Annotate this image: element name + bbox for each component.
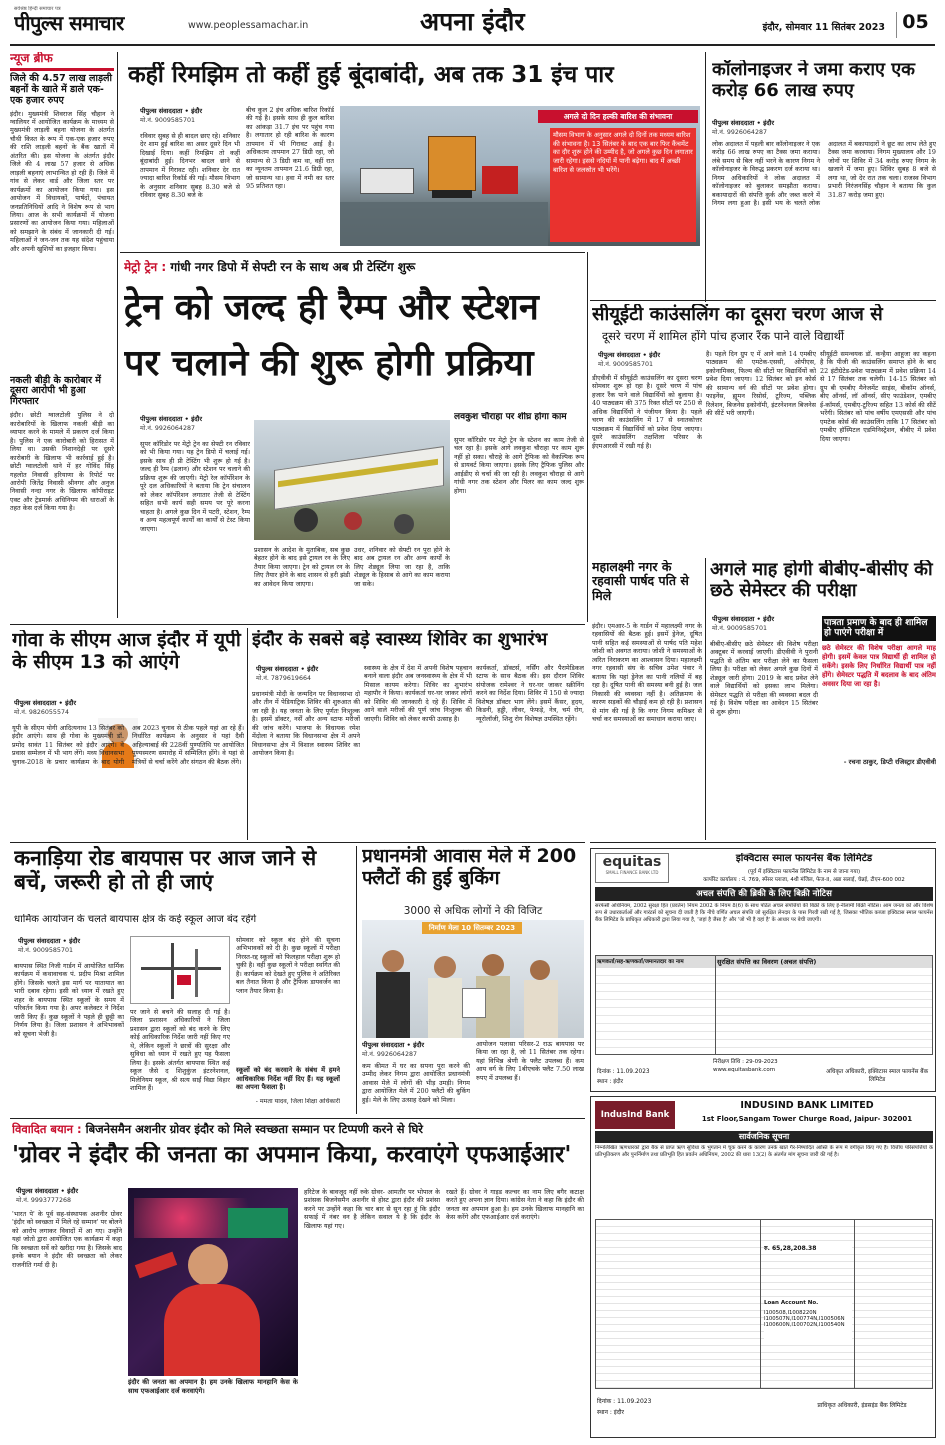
page-number: 05 xyxy=(896,12,934,38)
indusind-place: स्थान : इंदौर xyxy=(597,1409,624,1416)
equitas-notice-title: अचल संपत्ति की ब्रिकी के लिए बिक्री नोटिस xyxy=(595,887,933,901)
kanadia-headline: कनाड़िया रोड बायपास पर आज जाने से बचें, जरूरी हो तो ही जाएं xyxy=(14,846,317,895)
equitas-sign: अधिकृत अधिकारी, इक्विटास स्माल फायनेंस बैंक लिमिटेड xyxy=(825,1069,929,1083)
cuet-headline: सीयूईटी काउंसलिंग का दूसरा चरण आज से xyxy=(592,304,883,325)
byline-city: इंदौर xyxy=(413,1041,425,1049)
grover-kicker: विवादित बयान : xyxy=(12,1122,82,1136)
byline-mobile: मो.नं. 9926064287 xyxy=(712,129,767,136)
indusind-sign: प्राधिकृत अधिकारी, इंडसइंड बैंक लिमिटेड xyxy=(817,1402,907,1409)
cuet-col-1: डीएवीवी में सीयूईटी काउंसलिंग का दूसरा चरण सोमवार शुरू हो रहा है। दूसरे चरण में पांच हजार रैंक पाने वाले विद्यार्थियों को बुलाया है। 40 पाठ्यक्रम की 375 रिक्त सीटों पर 250 से अधिक विद्यार्थियों ने पंजीयन किया है। पहले चरण की काउंसलिंग में 17 से स्नातकोत्तर पाठ्यक्रम में विद्यार्थियों को प्रवेश दिया जाएगा। दूसरे काउंसलिंग तक्षशिला परिसर के ईएमआरसी में रखी गई है। xyxy=(592,374,702,450)
byline-city: इंदौर xyxy=(67,1187,79,1195)
equitas-place: स्थान : इंदौर xyxy=(597,1079,623,1085)
health-col-2: स्वास्थ्य के क्षेत्र में देश में अपनी विशेष पहचान बनाने वाला इंदौर अब जनस्वास्थ्य के क्षेत्र में भी मिसाल कायम करेगा। शिविर का शुभारंभ महापौर ने किया। कार्यकर्ता घर-घर जाकर लोगों को शिविर की जानकारी दे रहे हैं। शिविर में आने वाले मरीजों की पूर्ण जांच निःशुल्क की जाएगी। शिविर को लेकर काफी उत्साह है। xyxy=(364,664,472,723)
grover-headline: 'ग्रोवर ने इंदौर की जनता का अपमान किया, करवाएंगे एफआईआर' xyxy=(12,1142,572,1168)
equitas-table xyxy=(595,955,933,1055)
byline-city: इंदौर xyxy=(763,119,775,127)
metro-byline: पीपुल्स संवाददाता • इंदौर मो.नं. 9926064287 xyxy=(140,414,250,436)
metro-side-text: सुपर कॉरिडोर पर मेट्रो ट्रेन के स्टेशन का काम तेजी से चल रहा है। इसके आगे लवकुश चौराहा पर काम शुरू नहीं हो सका। चौराहे के आगे ट्रैफिक को वैकल्पिक रूप से डायवर्ट किया जाएगा। इसके लिए ट्रैफिक पुलिस और आईडीए से चर्चा की जा रही है। लवकुश चौराहा से आगे गांधी नगर तक स्टेशन और पिलर का काम जल्द शुरू होगा। xyxy=(454,436,584,495)
grover-photo xyxy=(128,1188,298,1376)
byline-name: पीपुल्स संवाददाता xyxy=(14,699,57,707)
indusind-title: सार्वजनिक सूचना xyxy=(595,1131,933,1143)
metro-headline: ट्रेन को जल्द ही रैम्प और स्टेशन पर चलाने की शुरू होगी प्रक्रिया xyxy=(124,287,539,384)
equitas-body: सरफेसी अधिनियम, 2002 सुरक्षा हित (प्रवर्तन) नियम 2002 के नियम 8(6) के साथ पठित अचल संपत्तियों की बिक्री के लिए ई-नीलामी बिक्री नोटिस। आम जनता को और विशेष रूप से उधारकर्ताओं और गारंटर्स को सूचना दी जाती है कि नीचे वर्णित अचल संपत्ति जो सुरक्षित लेनदार के पास गिरवी रखी गई है, जिसका भौतिक कब्जा इक्विटास स्माल फायनेंस बैंक लिमिटेड के प्राधिकृत अधिकारी द्वारा लिया गया है, 'जहां है जैसा है' और 'जो भी है वहां है' के आधार पर बेची जाएगी। xyxy=(595,903,933,923)
indusind-ad xyxy=(590,1096,936,1438)
colonizer-headline: कॉलोनाइजर ने जमा कराए एक करोड़ 66 लाख रुपए xyxy=(712,60,915,101)
bba-box-title: पात्रता प्रमाण के बाद ही शामिल हो पाएंगे परीक्षा में xyxy=(822,616,936,641)
indusind-loans: I100508,I1008220N I100507N,I100774N,I100506N I100600N,I100702N,I100540N xyxy=(764,1310,852,1340)
kanadia-byline: पीपुल्स संवाददाता • इंदौर मो.नं. 9009585701 xyxy=(18,936,128,958)
metro-subhead-row xyxy=(124,258,584,276)
grover-col-1: 'भारत पे' के पूर्व सह-संस्थापक अशनीर ग्रोवर 'इंदौर को स्वच्छता में मिले रहे सम्मान' पर बोलने को आरोप लगाकर विवादों में आ गए। उन्होंने यहां जोतो द्वारा आयोजित एक कार्यक्रम में कहा कि स्वच्छता सर्वे को खरीदा गया है। जिसके बाद इनके बयान ने इंदौर की स्वच्छता को लेकर राजनीति गर्मा दी है। xyxy=(12,1210,122,1269)
byline-name: पीपुल्स संवाददाता xyxy=(598,351,641,359)
equitas-bank-name: इक्विटास स्माल फायनेंस बैंक लिमिटेड xyxy=(735,853,873,864)
news-brief xyxy=(10,52,114,618)
metro-kicker: मेट्रो ट्रेन : xyxy=(124,260,167,274)
byline-city: इंदौर xyxy=(69,937,81,945)
equitas-col1-head: ऋणकर्ता/सह-ऋणकर्ता/जमानतदार का नाम xyxy=(596,956,716,968)
indusind-address: 1st Floor,Sangam Tower Churge Road, Jaipur- 302001 xyxy=(701,1115,913,1123)
kanadia-col-1: बायपास स्थित निजी गार्डन में आयोजित धार्मिक कार्यक्रम में कथावाचक पं. प्रदीप मिश्रा शामिल होंगे। जिसके चलते इस मार्ग पर यातायात का भारी दबाव रहेगा। इसी को ध्यान में रखते हुए शहर के बायपास स्थित स्कूलों के समय में परिवर्तन किया गया है। अपर कलेक्टर ने निर्देश जारी किए हैं। कुछ स्कूलों ने पहले ही छुट्टी का निर्णय लिया है। जिला प्रशासन ने अभिभावकों को सूचना भेजी है। xyxy=(14,962,124,1038)
awas-col-1: कम कीमत में घर का सपना पूरा करने की उम्मीद लेकर निगम द्वारा आयोजित प्रधानमंत्री आवास मेले में लोगों की भीड़ उमड़ी। निगम द्वारा आयोजित मेले में 200 फ्लैटों की बुकिंग हुई। मेले के लिए उत्साह देखने को मिला। xyxy=(362,1062,470,1104)
byline-mobile: मो.नं. 9993777268 xyxy=(16,1197,71,1204)
bba-text: बीबीए-बीसीए छठे सेमेस्टर की विशेष परीक्षा अक्टूबर में करवाई जाएगी। डीएवीवी ने पुरानी पद्धति से अंतिम बार परीक्षा लेने का फैसला लिया है। परीक्षा को लेकर अगले कुछ दिनों में शेड्यूल जारी होगा। 2019 के बाद प्रवेश लेने वाले विद्यार्थियों को इसका लाभ मिलेगा। सेमेस्टर पद्धति से परीक्षा की व्यवस्था बदल दी गई है। विशेष परीक्षा का आवेदन 15 सितंबर से शुरू होगा। xyxy=(710,640,818,716)
rain-byline: पीपुल्स संवाददाता • इंदौर मो.नं. 9009585701 xyxy=(140,106,240,130)
brand-tag: सर्वश्रेष्ठ हिन्दी समाचार पत्र xyxy=(14,6,61,12)
rain-photo-caption: मौसम विभाग के अनुसार अगले दो दिनों तक मध्यम बारिश की संभावना है। 13 सितंबर के बाद एक बार फिर कैंचमेंट का दौर शुरू होने की उम्मीद है, जो अगले कुछ दिन लगातार जारी रहेगा। इससे नदियों में पानी बढ़ेगा। बाद में अच्छी बारिश से जलस्रोत भी भरेंगे। xyxy=(550,128,696,242)
equitas-ad xyxy=(590,848,936,1092)
kanadia-box: स्कूलों को बंद करवाने के संबंध में हमने आधिकारिक निर्देश नहीं दिए हैं। यह स्कूलों का अपना फैसला है। xyxy=(236,1066,340,1092)
mahalaxmi-headline: महालक्ष्मी नगर के रहवासी पार्षद पति से मिले xyxy=(592,560,689,603)
byline-mobile: मो.नं. 7879619664 xyxy=(256,675,311,682)
rain-photo xyxy=(340,106,700,246)
cuet-col-3: सीयूईटी समन्वयक डॉ. कन्हैया आहूजा का कहना है कि पीजी की काउंसलिंग समाप्त होने के बाद 22 इंटीग्रेटेड-प्रवेश पाठ्यक्रम में प्रवेश प्रक्रिया 14 से 17 सितंबर तक चलेगी। 14-15 सितंबर को ग्रुप बी एमबीए मैनेजमेंट साइंस, बीकॉम ऑनर्स, बीए ऑनर्स, लॉ ऑनर्स, सीए फाउंडेशन, एमबीए ई-कॉमर्स, एमबीए-टूरिज्म सहित 13 कोर्स की सीटें भरेंगी। सितंबर को पांच वर्षीय एमएससी और पांच एमटेक कोर्स की काउंसलिंग ताकि 17 सितंबर को एमबीए हॉस्पिटल एडमिनिस्ट्रेशन, बीबीए में प्रवेश दिया जाएगा। xyxy=(820,350,936,443)
byline-name: पीपुल्स संवाददाता xyxy=(16,1187,59,1195)
indusind-amount: रु. 65,28,208.38 xyxy=(764,1244,852,1253)
grover-col-3: रखते हैं। ग्रोवर ने गाइड कल्चर का नाम लिए बगैर कटाक्ष करते हुए अपना ज्ञान दिया। कांग्रेस नेता ने कहा कि इंदौर की जनता का अपमान हुआ है। हम उनके खिलाफ मानहानि का केस करेंगे और एफआईआर दर्ज कराएंगे। xyxy=(446,1188,584,1222)
brief-text-2: इंदौर। छोटी ग्वालटोली पुलिस ने दो कारोबारियों के खिलाफ नकली बीड़ी का व्यापार करने के मामले में प्रकरण दर्ज किया है। पुलिस ने एक कारोबारी को हिरासत में लिया था। उसकी निशानदेही पर दूसरे कारोबारी के खिलाफ भी कार्रवाई हुई है। छोटी ग्वालटोली थाने में हर गोविंद सिंह गहलोत निवासी हरियाणा के रिपोर्ट पर आरोपी जितेंद्र निवासी श्रीनगर और अनुज निवासी नन्दा नगर के खिलाफ कॉपीराइट एक्ट और ट्रेडमार्क अधिनियम की धाराओं के तहत केस दर्ज किया गया है। xyxy=(10,411,114,513)
byline-city: इंदौर xyxy=(65,699,77,707)
byline-city: इंदौर xyxy=(649,351,661,359)
byline-name: पीपुल्स संवाददाता xyxy=(712,119,755,127)
metro-col-2: प्रशासन के आदेश के मुताबिक, सब कुछ बेहतर होने के बाद इसे ट्रायल रन के लिए तैयार किया जाएगा। ट्रेन को ट्रायल रन के लिए तैयार होने के बाद शासन से हरी झंडी का आवेदन किया जाएगा। xyxy=(254,546,350,588)
awas-photo xyxy=(362,920,584,1038)
equitas-web[interactable]: www.equitasbank.com xyxy=(713,1067,776,1073)
kanadia-col-3: सोमवार को स्कूल बंद होने की सूचना अभिभावकों को दी है। कुछ स्कूलों में परीक्षा निरस्त-रद्द स्कूलों को फिलहाल परीक्षा शुरू हो चुकी है। वहीं कुछ स्कूलों ने परीक्षा स्थगित की है। कार्यक्रम को देखते हुए पुलिस ने अतिरिक्त बल तैनात किया है और ट्रैफिक डायवर्जन का प्लान तैयार किया है। xyxy=(236,936,340,995)
byline-mobile: मो.नं. 9009585701 xyxy=(712,625,767,632)
bba-box-text: छठे सेमेस्टर की विशेष परीक्षा आगले माह होगी। इसमें केवल पात्र विद्यार्थी ही शामिल हो सकेंगे। इसके लिए निर्धारित विद्यार्थी पात्र नहीं होंगे। सेमेस्टर पद्धति में बदलाव के बाद अंतिम अवसर दिया जा रहा है। xyxy=(822,643,936,688)
brand-logo: पीपुल्स समाचार xyxy=(14,12,124,35)
byline-name: पीपुल्स संवाददाता xyxy=(140,107,183,115)
kanadia-col-2: पर जाने से बचने की सलाह दी गई है। जिला प्रशासन अधिकारियों ने जिला प्रशासन द्वारा स्कूलों को बंद करने के लिए कोई आधिकारिक निर्देश जारी नहीं किए गए थे, लेकिन स्कूलों ने छात्रों की सुरक्षा और सुविधा को ध्यान में रखते हुए यह फैसला लिया है। इसके अंतर्गत बायपास स्थित कई स्कूल जैसे द शिशुकुंज इंटरनेशनल, मिलेनियम स्कूल, श्री सत्य साईं विद्या विहार शामिल हैं। xyxy=(130,1008,230,1093)
metro-side-headline: लवकुश चौराहा पर शीघ्र होगा काम xyxy=(454,412,567,422)
awas-sub: 3000 से अधिक लोगों ने की विजिट xyxy=(403,905,543,917)
health-col-1: प्रधानमंत्री मोदी के जन्मदिन पर विधानसभा दो और तीन में पेडियाट्रिक शिविर की शुरुआत की जा रही है। यह जनता के लिए पूर्णतः निःशुल्क है। इसमें डॉक्टर, नर्सें और अन्य स्टाफ मरीजों की जांच करेंगे। भाजपा के विधायक रमेश मेंदोला ने बताया कि विधानसभा क्षेत्र में अपने विधानसभा क्षेत्र में विशाल स्वास्थ्य शिविर का आयोजन किया है। xyxy=(252,690,360,758)
cuet-byline: पीपुल्स संवाददाता • इंदौर मो.नं. 9009585701 xyxy=(598,350,708,372)
rain-col-1: रविवार सुबह से ही बादल छाए रहे। शनिवार देर शाम हुई बारिश का असर दूसरे दिन भी दिखाई दिया। कहीं रिमझिम तो कहीं बूंदाबांदी हुई। दिनभर बादल छाने से तापमान में गिरावट रही। शनिवार देर रात ज्यादा बारिश रिकॉर्ड की गई। मौसम विभाग के अनुसार शनिवार सुबह 8.30 बजे से रविवार सुबह 8.30 बजे के xyxy=(140,132,240,200)
byline-city: इंदौर xyxy=(763,615,775,623)
byline-city: इंदौर xyxy=(191,415,203,423)
byline-mobile: मो.नं. 9009585701 xyxy=(598,361,653,368)
byline-mobile: मो.नं. 9009585701 xyxy=(18,947,73,954)
indusind-bank-name: INDUSIND BANK LIMITED xyxy=(740,1101,874,1111)
indusind-table xyxy=(595,1219,933,1389)
health-col-3: कार्यकर्ता, डॉक्टर्स, नर्सिंग और पैरामेडिकल स्टाफ के साथ बैठक की। इस दौरान शिविर संयोजक रामेश्वर ने घर-घर जाकर स्क्रीनिंग करने का निर्देश दिया। शिविर में 150 से ज्यादा विशेषज्ञ डॉक्टर भाग लेंगे। इसमें कैंसर, हृदय, किडनी, हड्डी, लीवर, फेफड़े, नेत्र, चर्म रोग, न्यूरोलॉजी, शिशु रोग विशेषज्ञ उपस्थित रहेंगे। xyxy=(476,664,584,723)
brief-text-1: इंदौर। मुख्यमंत्री शिवराज सिंह चौहान ने ग्वालियर में आयोजित कार्यक्रम के माध्यम से मुख्यमंत्री लाड़ली बहना योजना के अंतर्गत चौथी किस्त के रूप में एक-एक हजार रुपए की राशि लाड़ली बहनों के बैंक खातों में अंतरित की। इस योजना के अंतर्गत इंदौर जिले की 4 लाख 57 हजार से अधिक लाड़ली बहनाएं लाभान्वित हो रही हैं। जिले में गांव से लेकर वार्ड और जिला स्तर पर कार्यक्रमों का आयोजन किया गया। इस आयोजन में विधायकों, पार्षदों, पंचायत जनप्रतिनिधियों आदि ने विशेष रूप से भाग लिया। आज के सभी कार्यक्रमों में योजना प्रसारणों का आयोजन किया गया। महिलाओं को समझाने के संबंध में जानकारी दी गई। महिलाओं ने जन-जन तक यह संदेश पहुंचाया और अपनी खुशियों का इजहार किया। xyxy=(10,109,114,253)
grover-byline: पीपुल्स संवाददाता • इंदौर मो.नं. 9993777268 xyxy=(16,1186,126,1208)
health-byline: पीपुल्स संवाददाता • इंदौर मो.नं. 7879619664 xyxy=(256,664,366,686)
byline-mobile: मो.नं. 9826055574 xyxy=(14,709,69,716)
bba-byline: पीपुल्स संवाददाता • इंदौर मो.नं. 9009585701 xyxy=(712,614,822,636)
metro-photo xyxy=(254,420,450,540)
grover-photo-caption: इंदौर की जनता का अपमान है। हम उनके खिलाफ मानहानि केस के साथ एफआईआर दर्ज करवाएंगे। xyxy=(128,1378,298,1395)
byline-name: पीपुल्स संवाददाता xyxy=(18,937,61,945)
equitas-logo-text: equitas xyxy=(602,854,662,870)
byline-mobile: मो.नं. 9009585701 xyxy=(140,117,195,124)
goa-headline: गोवा के सीएम आज इंदौर में यूपी के सीएम 13 को आएंगे xyxy=(12,630,241,673)
site-url[interactable]: www.peoplessamachar.in xyxy=(188,20,309,31)
masthead xyxy=(0,0,945,44)
byline-mobile: मो.नं. 9926064287 xyxy=(140,425,195,432)
grover-subhead: बिजनेसमैन अशनीर ग्रोवर इंदौर को मिले स्वच्छता सम्मान पर टिप्पणी करने से घिरे xyxy=(85,1122,423,1136)
awas-banner: निर्माण मेला 10 सितम्बर 2023 xyxy=(422,922,522,934)
grover-col-2: हरिटेज के बावजूद नहीं रुके ग्रोवर- आमतौर पर भोपाल के प्रशंसक बिजनेसमैन अशनीर से होस्ट द्वारा इंदौर की प्रशंसा करने पर उन्होंने कहा कि चार बार से सुन रहा हूं कि इंदौर सफाई में नंबर वन है लेकिन सवाल ये है कि इंदौर के खिलाफ यहां गए। xyxy=(304,1188,440,1230)
byline-city: इंदौर xyxy=(191,107,203,115)
indusind-loan-label: Loan Account No. xyxy=(764,1300,852,1308)
kanadia-sign: - ममता यादव, जिला शिक्षा अधिकारी xyxy=(255,1098,340,1105)
equitas-col2-head: सुरक्षित संपत्ति का विवरण (अचल संपत्ति) xyxy=(716,956,932,968)
byline-name: पीपुल्स संवाददाता xyxy=(140,415,183,423)
goa-byline: पीपुल्स संवाददाता • इंदौर मो.नं. 9826055574 xyxy=(14,698,124,720)
indusind-logo-text: IndusInd Bank xyxy=(600,1110,670,1120)
brief-headline-1: जिले की 4.57 लाख लाड़ली बहनों के खाते में डाले एक-एक हजार रुपए xyxy=(10,72,112,106)
rain-headline: कहीं रिमझिम तो कहीं हुई बूंदाबांदी, अब तक 31 इंच पार xyxy=(128,62,614,88)
brief-headline-2: नकली बीड़ी के कारोबार में दूसरा आरोपी भी हुआ गिरफ्तार xyxy=(10,374,101,408)
equitas-address: कार्पोरेट कार्यालय : नं. 769, स्पेंसर प्लाजा, 4थी मंजिल, फेज-II, अन्ना सलाई, चेन्नई, टीएन-600 002 xyxy=(703,877,905,883)
equitas-date: दिनांक : 11.09.2023 xyxy=(597,1069,650,1075)
equitas-inspect: निरीक्षण तिथि : 29-09-2023 xyxy=(713,1059,778,1065)
cuet-sub: दूसरे चरण में शामिल होंगे पांच हजार रैंक पाने वाले विद्यार्थी xyxy=(602,330,845,343)
dateline: इंदौर, सोमवार 11 सितंबर 2023 xyxy=(762,22,885,33)
byline-name: पीपुल्स संवाददाता xyxy=(362,1041,405,1049)
cuet-col-2: है। पहले दिन ग्रुप ए में आने वाले 14 एमबीए पाठ्यक्रम की एमटेक-एससी, ओपीएस, इकोनामिक्स, फिल्म की सीटों पर विद्यार्थियों को प्रवेश दिया जाएगा। 12 सितंबर को इन कोर्स की सामान्य वर्ग की सीटों पर प्रवेश होगा। फाइनेंस, ह्यूमन रिसोर्स, टूरिज्म, पब्लिक रिलेशन, बिजनेस इकोनॉमी, इंटरनेशनल बिजनेस की सीटें भरी जाएगी। xyxy=(706,350,816,418)
indusind-date: दिनांक : 11.09.2023 xyxy=(597,1398,652,1405)
colonizer-byline: पीपुल्स संवाददाता • इंदौर मो.नं. 9926064287 xyxy=(712,118,822,140)
awas-headline: प्रधानमंत्री आवास मेले में 200 फ्लैटों की हुई बुकिंग xyxy=(362,846,577,889)
rain-photo-tag: अगले दो दिन हल्की बारिश की संभावना xyxy=(538,110,698,123)
rain-col-2: बीच कुल 2 इंच अधिक बारिश रिकॉर्ड की गई है। इसके साथ ही कुल बारिश का आंकड़ा 31.7 इंच पर पहुंच गया है। लगातार हो रही बारिश के कारण तापमान में भी गिरावट आई है। अधिकतम तापमान 27 डिग्री रहा, जो सामान्य से 3 डिग्री कम था, वहीं रात का न्यूनतम तापमान 21.6 डिग्री रहा, जो सामान्य था। हवा में नमी का स्तर 95 प्रतिशत रहा। xyxy=(246,106,334,191)
indusind-body: निम्नलिखित ऋणधारकों द्वारा बैंक से प्राप्त ऋण सुविधा के भुगतान में चूक करने के कारण उनके खाते गैर-निष्पादित आस्ति के रूप में वर्गीकृत किए गए हैं। वित्तीय परिसंपत्तियों के प्रतिभूतिकरण और पुनर्निर्माण तथा प्रतिभूति हित प्रवर्तन अधिनियम, 2002 की धारा 13(2) के अंतर्गत मांग सूचना जारी की गई है। xyxy=(595,1145,933,1158)
brief-label: न्यूज ब्रीफ xyxy=(10,52,53,65)
awas-col-2: आयोजन पलासा परिसर-2 राऊ बायपास पर किया जा रहा है, जो 11 सितंबर तक रहेगा। यहां विभिन्न श्रेणी के फ्लैट उपलब्ध हैं। कम आय वर्ग के लिए 1बीएचके फ्लैट 7.50 लाख रुपए में उपलब्ध हैं। xyxy=(476,1040,584,1082)
byline-name: पीपुल्स संवाददाता xyxy=(712,615,755,623)
awas-byline: पीपुल्स संवाददाता • इंदौर मो.नं. 9926064287 xyxy=(362,1040,472,1062)
bba-box xyxy=(822,616,936,840)
goa-text: यूपी के सीएम योगी आदित्यनाथ 13 सितंबर को इंदौर आएंगे। साथ ही गोवा के मुख्यमंत्री डॉ. प्रमोद सावंत 11 सितंबर को इंदौर आएंगे। वे प्रवास सम्मेलन में भी भाग लेंगे। मध्य विधानसभा चुनाव-2018 के प्रचार कार्यक्रम के बाद योगी अब 2023 चुनाव से ठीक पहले यहां आ रहे हैं। निर्धारित कार्यक्रम के अनुसार वे यहां दैवी अहिल्याबाई की 228वीं पुण्यतिथि पर आयोजित पुण्यस्मरण समारोह में सम्मिलित होंगे। वे यहां से मंत्रियों से चर्चा करेंगे और संगठन की बैठक लेंगे। xyxy=(12,724,244,766)
colonizer-text: लोक अदालत में पहली बार कॉलोनाइजर ने एक करोड़ 66 लाख रुपए का टैक्स जमा कराया। लंबे समय से बिल नहीं भरने के कारण निगम ने कॉलोनाइजर के विरुद्ध प्रकरण दर्ज कराया था। निगम अधिकारियों ने लोक अदालत में कॉलोनाइजर को बुलाकर समझौता कराया। बकायादारों की संपत्ति कुर्क और जब्त करने में निगम लगा हुआ है। इसी भय के चलते लोक अदालत में बकायादारों ने छूट का लाभ लेते हुए टैक्स जमा करवाया। निगम मुख्यालय और 19 जोनों पर शिविर में 34 करोड़ रुपए निगम के खजाने में जमा हुए। शिविर सुबह 8 बजे से लगा था, जो देर रात तक चला। राजस्व विभाग प्रभारी निरंजनसिंह चौहान ने बताया कि कुल 31.87 करोड़ जमा हुए। xyxy=(712,140,936,208)
indusind-logo xyxy=(595,1101,675,1129)
metro-col-1: सुपर कॉरिडोर पर मेट्रो ट्रेन का सेफ्टी रन रविवार को भी किया गया। यह ट्रेन डिपो में चलाई गई। इसके साथ ही प्री टेस्टिंग भी शुरू हो गई है। जल्द ही रैम्प (ढलान) और स्टेशन पर चलाने की प्रक्रिया शुरू की जाएगी। मेट्रो रेल कॉर्पोरेशन के पूरे दल अधिकारियों ने बताया कि ट्रेन संचालन को लेकर कॉर्पोरेशन लगातार तेजी से टेस्टिंग सहित सभी कार्य सही समय पर पूरे करना चाहता है। अगले कुछ दिन में पटरी, स्टेशन, रैम्प व अन्य महत्वपूर्ण कार्यों का कार्यों से टेस्ट किया जाएगा। xyxy=(140,440,250,533)
bba-box-sign: - रचना ठाकुर, डिप्टी रजिस्ट्रार डीएवीवी xyxy=(843,757,936,766)
byline-mobile: मो.नं. 9926064287 xyxy=(362,1051,417,1058)
metro-subhead: गांधी नगर डिपो में सेफ्टी रन के साथ अब प्री टेस्टिंग शुरू xyxy=(170,260,416,274)
byline-name: पीपुल्स संवाददाता xyxy=(256,665,299,673)
bba-headline: अगले माह होगी बीबीए-बीसीए की छठे सेमेस्टर की परीक्षा xyxy=(710,560,933,601)
equitas-logo xyxy=(595,853,669,883)
kanadia-map xyxy=(130,936,230,1004)
metro-col-3: उधर, शनिवार को सेफ्टी रन पूरा होने के बाद अब ट्रायल रन और अन्य कार्यों के लिए शेड्यूल लिया जा रहा है, ताकि शेड्यूल के हिसाब से आगे का काम कराया जा सके। xyxy=(354,546,450,588)
grover-subhead-row xyxy=(12,1122,584,1140)
equitas-tagline: (पूर्व में इक्विटास फायनेंस लिमिटेड के नाम से जाना गया) xyxy=(747,869,861,875)
byline-city: इंदौर xyxy=(307,665,319,673)
mahalaxmi-text: इंदौर। एमआर-5 के गार्डन में महालक्ष्मी नगर के रहवासियों की बैठक हुई। इसमें ड्रेनेज, दूषित पानी सहित कई समस्याओं से पार्षद पति महेश जोशी को अवगत कराया। जोशी ने समस्याओं के त्वरित निराकरण का आश्वासन दिया। महालक्ष्मी नगर रहवासी संघ के सचिव उमेश पंवार ने बताया कि यहां ड्रेनेज का पानी नलियों में बह रहा है। दूषित पानी की समस्या बनी हुई है। जल निकासी की व्यवस्था नहीं है। अतिक्रमण के कारण सड़कों की चौड़ाई कम हो रही है। प्रशासन से मांग की गई है कि नगर निगम कमिश्नर से चर्चा कर समस्याओं का समाधान कराया जाए। xyxy=(592,622,702,723)
section-title: अपना इंदौर xyxy=(420,8,525,36)
equitas-logo-sub: SMALL FINANCE BANK LTD xyxy=(605,870,659,875)
kanadia-sub: धार्मिक आयोजन के चलते बायपास क्षेत्र के कई स्कूल आज बंद रहेंगे xyxy=(14,914,257,925)
health-headline: इंदौर के सबसे बड़े स्वास्थ्य शिविर का शुभारंभ xyxy=(252,630,548,650)
